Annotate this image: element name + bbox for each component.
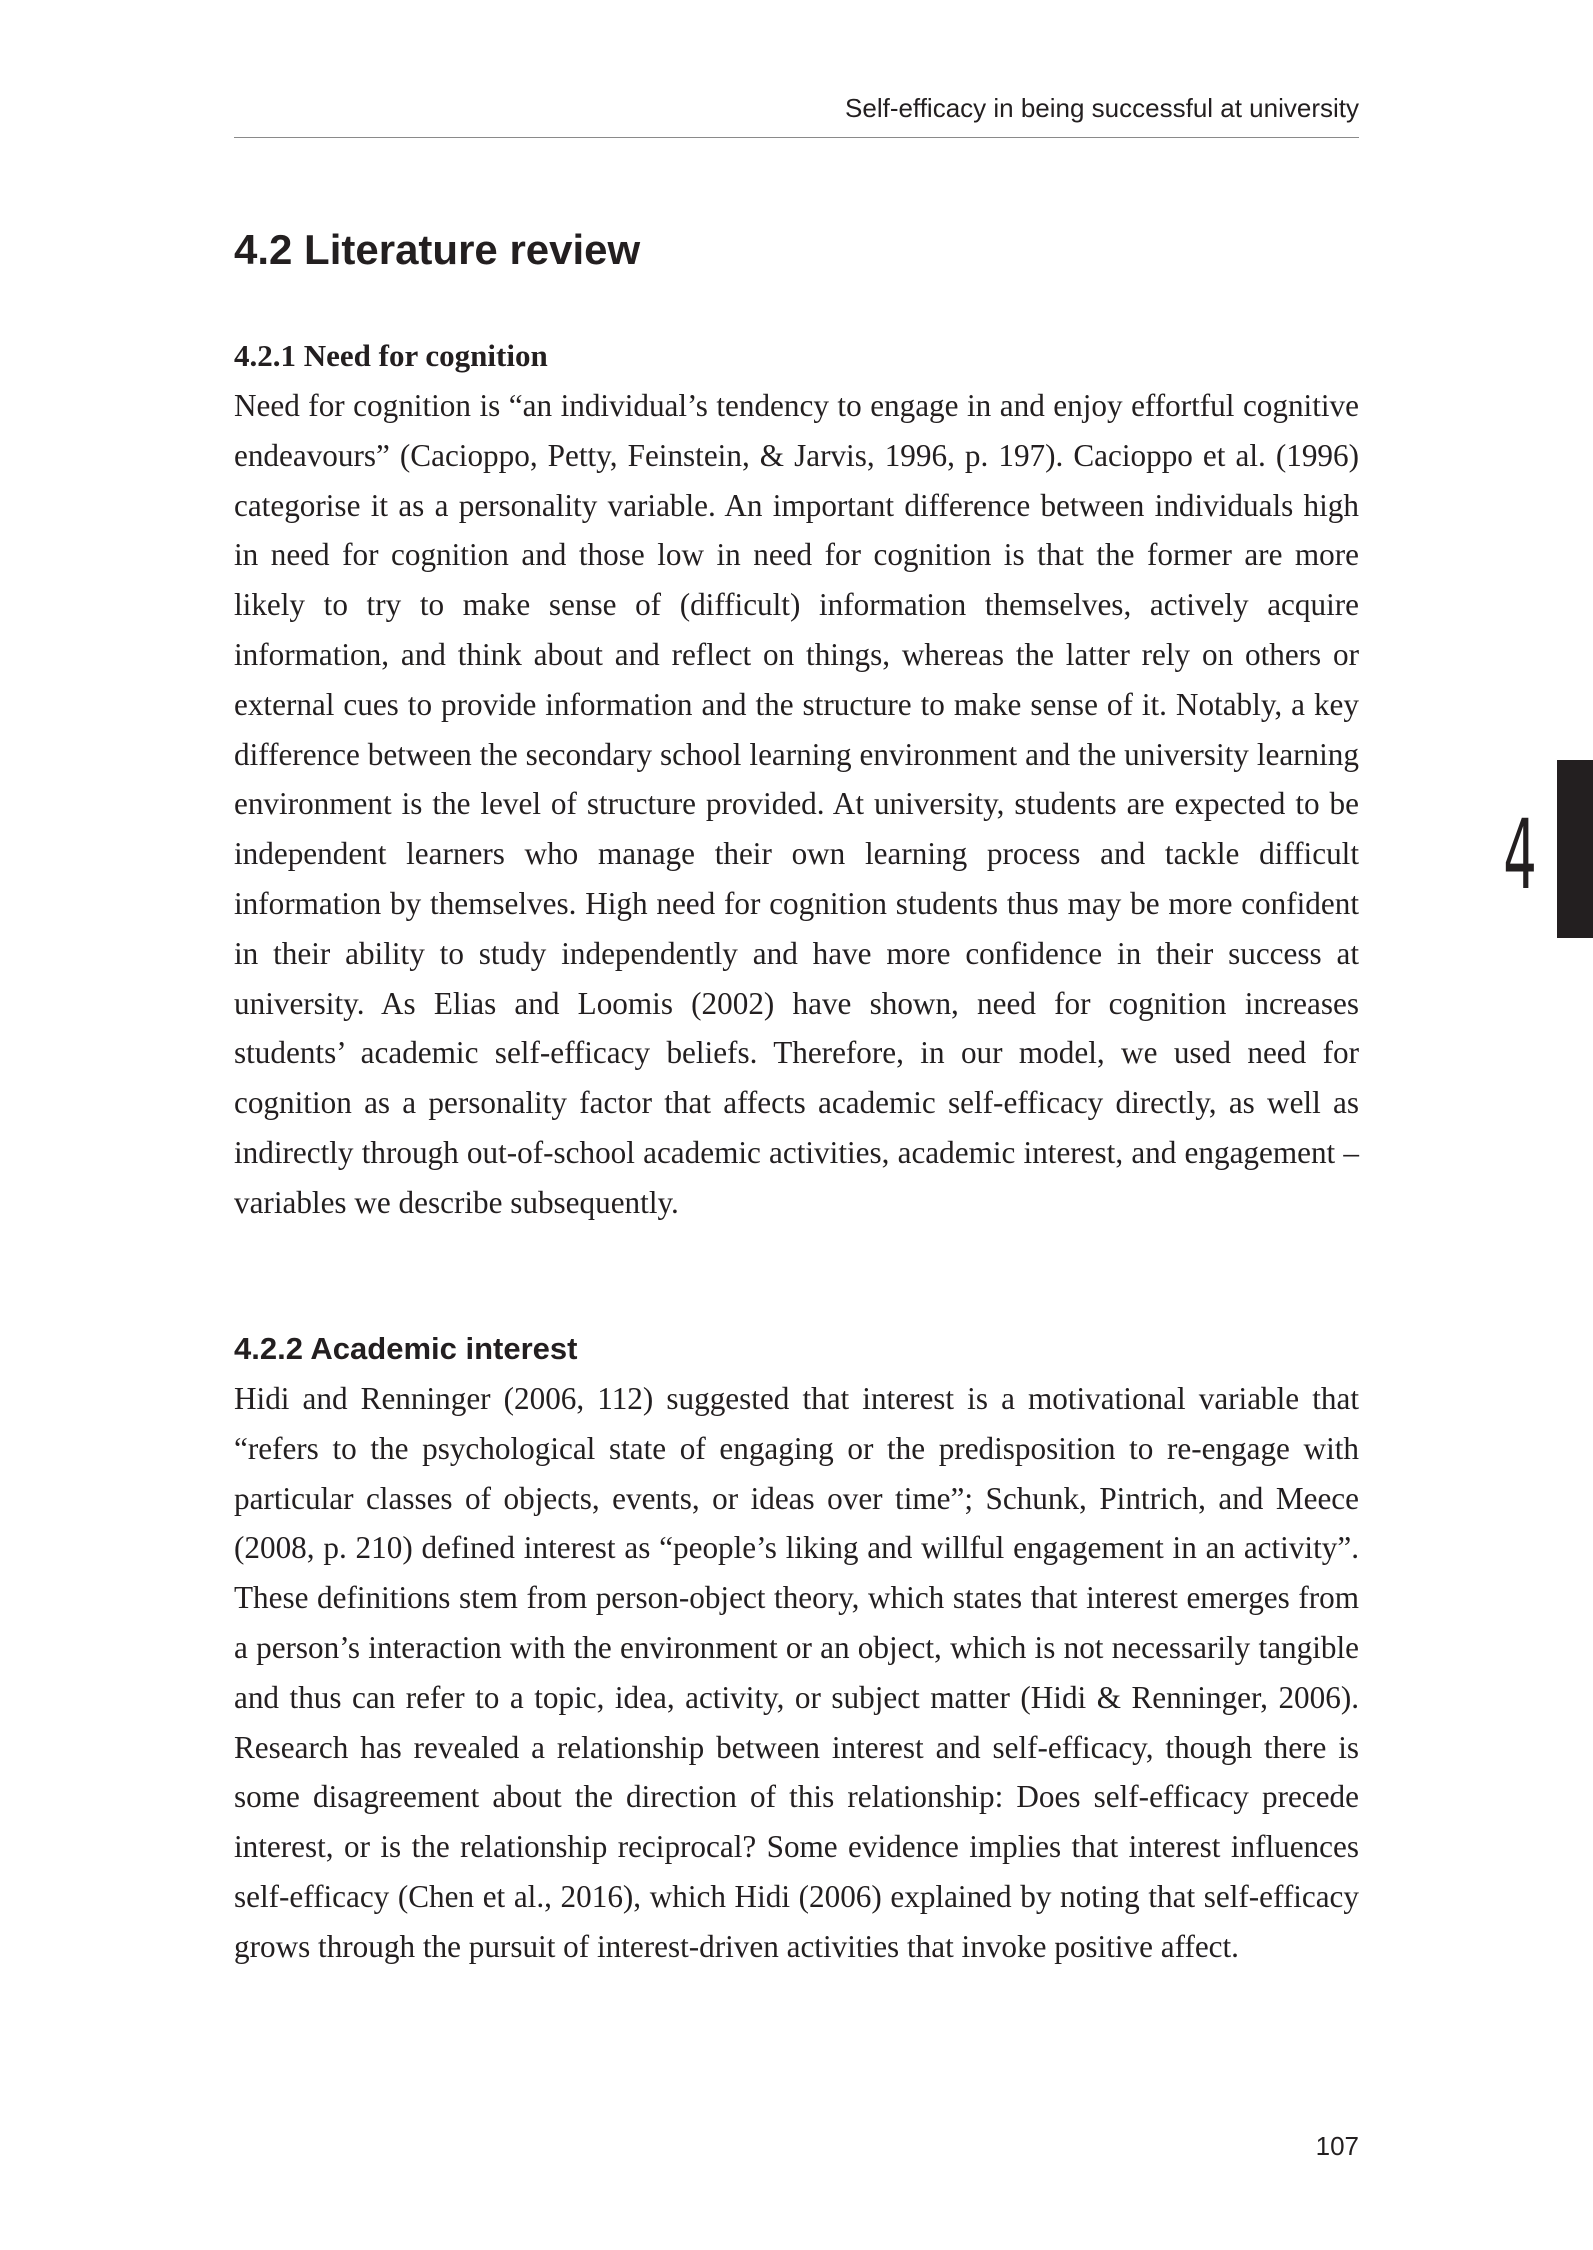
chapter-number: 4 <box>1503 799 1537 911</box>
section-title: 4.2 Literature review <box>234 226 641 273</box>
subsection-title: 4.2.1 Need for cognition <box>234 338 548 373</box>
body-paragraph: Hidi and Renninger (2006, 112) suggested that interest is a motivational variable that “refers to the psychological state of engaging or the predisposition to re-engage with particular classes of objects, events, or ideas over time”; Schunk, Pintrich, and Meece (2008, p. 210) defined interest as “people’s liking and willful engagement in an activity”. These definitions stem from person-object theory, which states that interest emerges from a person’s interaction with the environment or an object, which is not necessarily tangible and thus can refer to a topic, idea, activity, or subject matter (Hidi & Renninger, 2006). Research has revealed a relationship between interest and self-efficacy, though there is some disagreement about the direction of this relationship: Does self-efficacy precede interest, or is the relationship reciprocal? Some evidence implies that interest influences self-efficacy (Chen et al., 2016), which Hidi (2006) explained by noting that self-efficacy grows through the pursuit of interest-driven activities that invoke positive affect. <box>234 1381 1359 1964</box>
subsection-title: 4.2.2 Academic interest <box>234 1331 578 1366</box>
running-header: Self-efficacy in being successful at university <box>845 93 1359 123</box>
chapter-thumb-tab <box>1557 760 1593 938</box>
subsection-academic-interest <box>234 1324 1359 1972</box>
subsection-need-for-cognition <box>234 331 1359 1228</box>
page-number: 107 <box>1315 2131 1359 2161</box>
body-paragraph: Need for cognition is “an individual’s tendency to engage in and enjoy effortful cognitive endeavours” (Cacioppo, Petty, Feinstein, & Jarvis, 1996, p. 197). Cacioppo et al. (1996) categorise it as a personality variable. An important difference between individuals high in need for cognition and those low in need for cognition is that the former are more likely to try to make sense of (difficult) information themselves, actively acquire information, and think about and reflect on things, whereas the latter rely on others or external cues to provide information and the structure to make sense of it. Notably, a key difference between the secondary school learning environment and the university learning environment is the level of structure provided. At university, students are expected to be independent learners who manage their own learning process and tackle difficult information by themselves. High need for cognition students thus may be more confident in their ability to study independently and have more confidence in their success at university. As Elias and Loomis (2002) have shown, need for cognition increases students’ academic self-efficacy beliefs. Therefore, in our model, we used need for cognition as a personality factor that affects academic self-efficacy directly, as well as indirectly through out-of-school academic activities, academic interest, and engagement – variables we describe subsequently. <box>234 388 1359 1220</box>
header-rule <box>234 137 1359 138</box>
